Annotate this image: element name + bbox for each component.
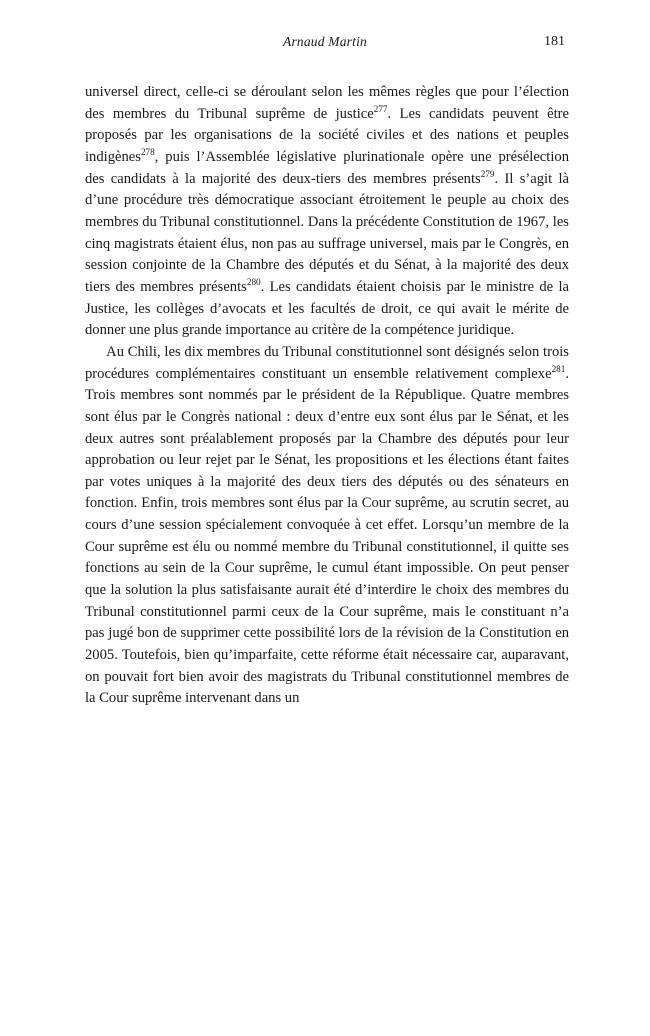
running-head <box>85 34 565 54</box>
footnote-marker: 278 <box>140 147 155 158</box>
paragraph: universel direct, celle-ci se déroulant selon les mêmes règles que pour l’élection des membres du Tribunal suprême de justice$^{277}$. Les candidats peuvent être proposés par les organisations de la société civiles et des nations et peuples indigènes$^{278}$, puis l’Assemblée législative plurinationale opère une présélection des candidats à la majorité des deux-tiers des membres présents$^{279}$. Il s’agit là d’une procédure très démocratique associant étroitement le peuple au choix des membres du Tribunal constitutionnel. Dans la précédente Constitution de 1967, les cinq magistrats étaient élus, non pas au suffrage universel, mais par le Congrès, en session conjointe de la Chambre des députés et du Sénat, à la majorité des deux tiers des membres présents$^{280}$. Les candidats étaient choisis par le ministre de la Justice, les collèges d’avocats et les facultés de droit, ce qui avait le mérite de donner une plus grande importance au critère de la compétence juridique. <box>85 84 570 339</box>
footnote-marker: 281 <box>551 363 566 374</box>
running-head-author: Arnaud Martin <box>283 34 367 49</box>
page-number: 181 <box>544 34 565 49</box>
body-text <box>85 82 569 710</box>
footnote-marker: 280 <box>246 277 261 288</box>
footnote-marker: 279 <box>480 168 495 179</box>
footnote-marker: 277 <box>373 103 388 114</box>
paragraph: Au Chili, les dix membres du Tribunal constitutionnel sont désignés selon trois procédures complémentaires constituant un ensemble relativement complexe$^{281}$. Trois membres sont nommés par le président de la République. Quatre membres sont élus par le Congrès national : deux d’entre eux sont élus par le Sénat, et les deux autres sont préalablement proposés par la Chambre des députés pour leur approbation ou leur rejet par le Sénat, les propositions et les élections étant faites par votes uniques à la majorité des deux tiers des députés ou des sénateurs en fonction. Enfin, trois membres sont élus par la Cour suprême, au scrutin secret, au cours d’une session spécialement convoquée à cet effet. Lorsqu’un membre de la Cour suprême est élu ou nommé membre du Tribunal constitutionnel, il quitte ses fonctions au sein de la Cour suprême, le cumul étant impossible. On peut penser que la solution la plus satisfaisante aurait été d’interdire le choix des membres du Tribunal constitutionnel parmi ceux de la Cour suprême, mais le constituant n’a pas jugé bon de supprimer cette possibilité lors de la révision de la Constitution en 2005. Toutefois, bien qu’imparfaite, cette réforme était nécessaire car, auparavant, on pouvait fort bien avoir des magistrats du Tribunal constitutionnel membres de la Cour suprême intervenant dans un <box>85 343 569 707</box>
